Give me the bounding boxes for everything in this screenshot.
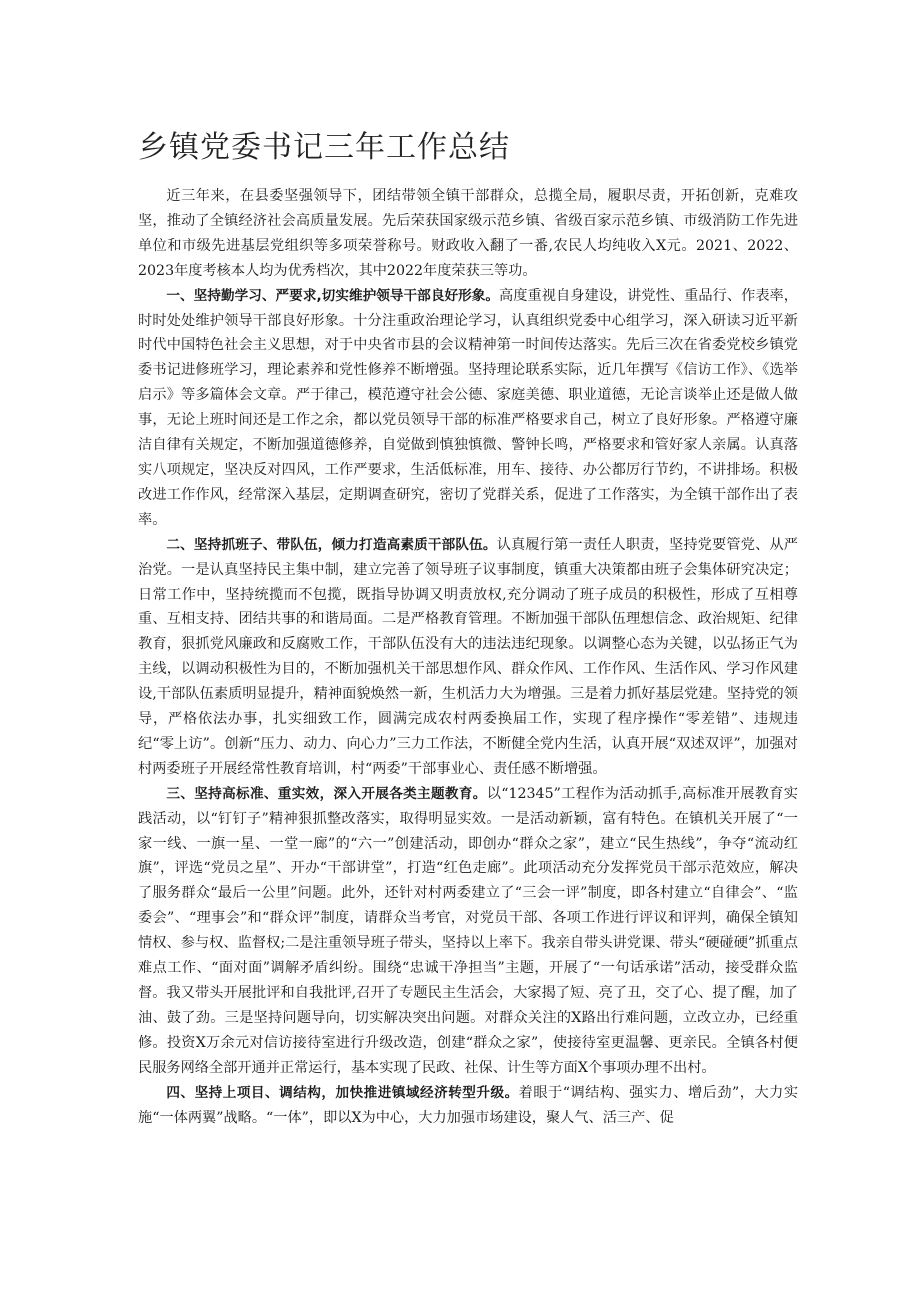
- paragraph-section-3: [138, 782, 798, 1081]
- paragraph-text: 认真履行第一责任人职责，坚持党要管党、从严治党。一是认真坚持民主集中制，建立完善了领导班子议事制度，镇重大决策都由班子会集体研究决定；日常工作中，坚持统揽而不包揽，既指导协调又明责放权,充分调动了班子成员的积极性，形成了互相尊重、互相支持、团结共事的和谐局面。二是严格教育管理。不断加强干部队伍理想信念、政治规矩、纪律教育，狠抓党风廉政和反腐败工作，干部队伍没有大的违法违纪现象。以调整心态为关键，以弘扬正气为主线，以调动积极性为目的，不断加强机关干部思想作风、群众作风、工作作风、生活作风、学习作风建设,干部队伍素质明显提升，精神面貌焕然一新，生机活力大为增强。三是着力抓好基层党建。坚持党的领导，严格依法办事，扎实细致工作，圆满完成农村两委换届工作，实现了程序操作“零差错”、违规违纪“零上访”。创新“压力、动力、向心力”三力工作法，不断健全党内生活，认真开展“双述双评”，加强对村两委班子开展经常性教育培训，村“两委”干部事业心、责任感不断增强。: [138, 536, 798, 777]
- paragraph-text: 以“12345”工程作为活动抓手,高标准开展教育实践活动，以“钉钉子”精神狠抓整改落实，取得明显实效。一是活动新颖，富有特色。在镇机关开展了“一家一线、一旗一星、一堂一廊”的“六一”创建活动，即创办“群众之家”，建立“民生热线”，争夺“流动红旗”，评选“党员之星”、开办“干部讲堂”，打造“红色走廊”。此项活动充分发挥党员干部示范效应，解决了服务群众“最后一公里”问题。此外，还针对村两委建立了“三会一评”制度，即各村建立“自律会”、“监委会”、“理事会”和“群众评”制度，请群众当考官，对党员干部、各项工作进行评议和评判，确保全镇知情权、参与权、监督权;二是注重领导班子带头，坚持以上率下。我亲自带头讲党课、带头“硬碰硬”抓重点难点工作、“面对面”调解矛盾纠纷。围绕“忠诚干净担当”主题，开展了“一句话承诺”活动，接受群众监督。我又带头开展批评和自我批评,召开了专题民主生活会，大家揭了短、亮了丑，交了心、提了醒，加了油、鼓了劲。三是坚持问题导向，切实解决突出问题。对群众关注的X路出行难问题，立改立办，已经重修。投资X万余元对信访接待室进行升级改造，创建“群众之家”，使接待室更温馨、更亲民。全镇各村便民服务网络全部开通并正常运行，基本实现了民政、社保、计生等方面X个事项办理不出村。: [138, 785, 798, 1076]
- paragraph-section-4: [138, 1081, 798, 1131]
- paragraph-section-1: [138, 284, 798, 533]
- section-heading: 一、坚持勤学习、严要求,切实维护领导干部良好形象。: [166, 287, 500, 304]
- paragraph-intro: [138, 184, 798, 284]
- paragraph-section-2: [138, 533, 798, 782]
- document-page: [138, 124, 798, 1130]
- paragraph-text: 高度重视自身建设，讲党性、重品行、作表率，时时处处维护领导干部良好形象。十分注重政治理论学习，认真组织党委中心组学习，深入研读习近平新时代中国特色社会主义思想，对于中央省市县的会议精神第一时间传达落实。先后三次在省委党校乡镇党委书记进修班学习，理论素养和党性修养不断增强。坚持理论联系实际，近几年撰写《信访工作》、《选举启示》等多篇体会文章。严于律己，模范遵守社会公德、家庭美德、职业道德，无论言谈举止还是做人做事，无论上班时间还是工作之余，都以党员领导干部的标准严格要求自己，树立了良好形象。严格遵守廉洁自律有关规定，不断加强道德修养，自觉做到慎独慎微、警钟长鸣，严格要求和管好家人亲属。认真落实八项规定，坚决反对四风，工作严要求，生活低标准，用车、接待、办公都厉行节约，不讲排场。积极改进工作作风，经常深入基层，定期调查研究，密切了党群关系，促进了工作落实，为全镇干部作出了表率。: [138, 287, 798, 528]
- document-body: [138, 184, 798, 1130]
- section-heading: 四、坚持上项目、调结构，加快推进镇域经济转型升级。: [166, 1084, 519, 1101]
- paragraph-text: 近三年来，在县委坚强领导下，团结带领全镇干部群众，总揽全局，履职尽责，开拓创新，克难攻坚，推动了全镇经济社会高质量发展。先后荣获国家级示范乡镇、省级百家示范乡镇、市级消防工作先进单位和市级先进基层党组织等多项荣誉称号。财政收入翻了一番,农民人均纯收入X元。2021、2022、2023年度考核本人均为优秀档次，其中2022年度荣获三等功。: [138, 188, 798, 279]
- paragraph-text: 着眼于“调结构、强实力、增后劲”，大力实施“一体两翼”战略。“一体”，即以X为中心，大力加强市场建设，聚人气、活三产、促: [138, 1084, 799, 1126]
- document-title: 乡镇党委书记三年工作总结: [138, 130, 510, 165]
- section-heading: 二、坚持抓班子、带队伍，倾力打造高素质干部队伍。: [166, 536, 497, 553]
- section-heading: 三、坚持高标准、重实效，深入开展各类主题教育。: [166, 785, 487, 802]
